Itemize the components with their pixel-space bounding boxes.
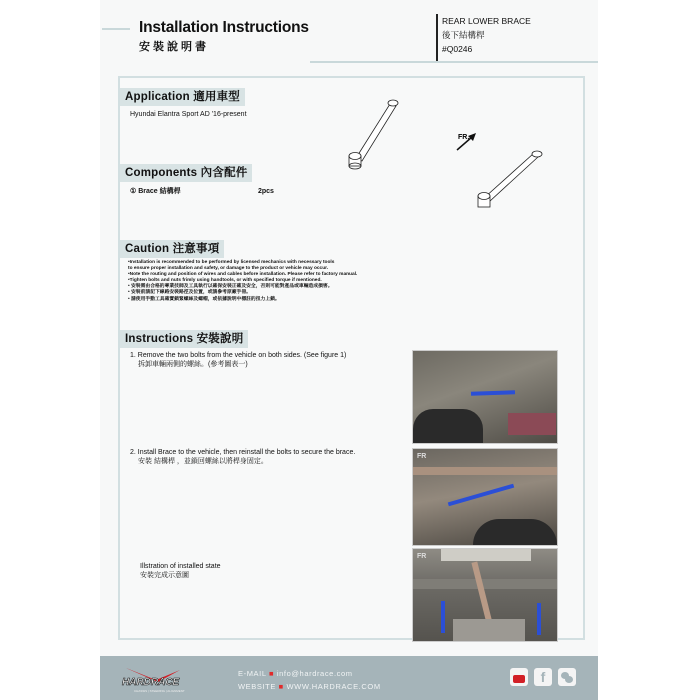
caution-line: • 請使用手動工具確實鎖緊螺絲及螺帽，或依據說明中標註的扭力上鎖。 <box>128 296 280 302</box>
caution-line: to ensure proper installation and safety, or damage to the product or vehicle may occur. <box>128 266 329 272</box>
front-direction-label: FR. <box>458 134 470 141</box>
product-code: #Q0246 <box>442 44 473 54</box>
caution-line: •Installation is recommended to be performed by licensed mechanics with necessary tools <box>128 260 335 265</box>
email-link[interactable]: info@hardrace.com <box>276 669 353 678</box>
instruction-sheet <box>100 0 598 700</box>
header-divider-right <box>310 61 598 63</box>
facebook-icon[interactable]: f <box>534 668 552 686</box>
front-direction-label: FR <box>417 553 427 560</box>
tire-shape <box>473 519 557 545</box>
caution-line: • 安裝前請記下線路安裝路徑及位置，或請參考原廠手冊。 <box>128 290 251 296</box>
figure-1-photo <box>412 350 558 444</box>
caution-list <box>128 260 357 303</box>
content-frame <box>118 76 585 640</box>
instruction-step-1: 1. Remove the two bolts from the vehicle on both sides. (See figure 1) 拆卸車輛兩側的螺絲。(參考圖表一) <box>130 352 347 368</box>
installed-state-caption: Illstration of installed state 安裝完成示意圖 <box>140 563 221 579</box>
application-heading: Application 適用車型 <box>120 88 245 106</box>
fuel-tank-shape <box>453 619 525 641</box>
caution-heading: Caution 注意事項 <box>120 240 224 258</box>
chassis-shape <box>508 413 556 435</box>
caution-line: • 安裝需由合格的專業技師及工具執行以確保安裝正確及安全，否則可能對產品或車輛造成損害。 <box>128 284 333 290</box>
caution-line: •Tighten bolts and nuts frimly using handtools, or with specified torque if mentioned. <box>128 278 322 284</box>
instruction-step-2: 2. Install Brace to the vehicle, then reinstall the bolts to secure the brace. 安裝 結構桿 ，並鎖回螺絲以將桿身固定。 <box>130 449 356 465</box>
instructions-heading: Instructions 安裝說明 <box>120 330 248 348</box>
brace-part <box>448 484 514 507</box>
brace-right <box>537 603 541 635</box>
website-link[interactable]: WWW.HARDRACE.COM <box>286 682 381 691</box>
footer <box>100 656 598 700</box>
component-item: ① Brace 結構桿 <box>130 188 181 195</box>
brace-part <box>471 390 515 396</box>
page-title: Installation Instructions <box>139 19 309 36</box>
caution-line: •Note the routing and position of wires and cables before installation. Please refer to factory manual. <box>128 272 358 278</box>
pipe-shape <box>413 467 557 475</box>
brace-diagram <box>340 84 570 214</box>
header-divider <box>102 28 130 30</box>
brace-left <box>441 601 445 633</box>
tire-shape <box>413 409 483 443</box>
youtube-icon[interactable] <box>510 668 528 686</box>
product-name-zh: 後下結構桿 <box>442 30 485 40</box>
crossmember-shape <box>413 579 557 589</box>
page-title-zh: 安裝說明書 <box>139 41 209 53</box>
figure-2-photo <box>412 448 558 546</box>
contact-info: E-MAIL ■ info@hardrace.com WEBSITE ■ WWW.HARDRACE.COM <box>238 669 381 691</box>
muffler-shape <box>441 549 531 561</box>
wechat-icon[interactable] <box>558 668 576 686</box>
components-heading: Components 內含配件 <box>120 164 252 182</box>
front-direction-label: FR <box>417 453 427 460</box>
svg-text:CHASSIS | STEERING | ALIGNMENT: CHASSIS | STEERING | ALIGNMENT <box>134 689 185 693</box>
vehicle-fitment: Hyundai Elantra Sport AD '16-present <box>130 111 247 118</box>
installed-state-photo <box>412 548 558 642</box>
product-name: REAR LOWER BRACE <box>442 16 531 26</box>
svg-text:HARDRACE: HARDRACE <box>122 677 180 688</box>
component-qty: 2pcs <box>258 188 274 195</box>
hardrace-logo <box>120 666 216 694</box>
product-info <box>436 14 531 62</box>
